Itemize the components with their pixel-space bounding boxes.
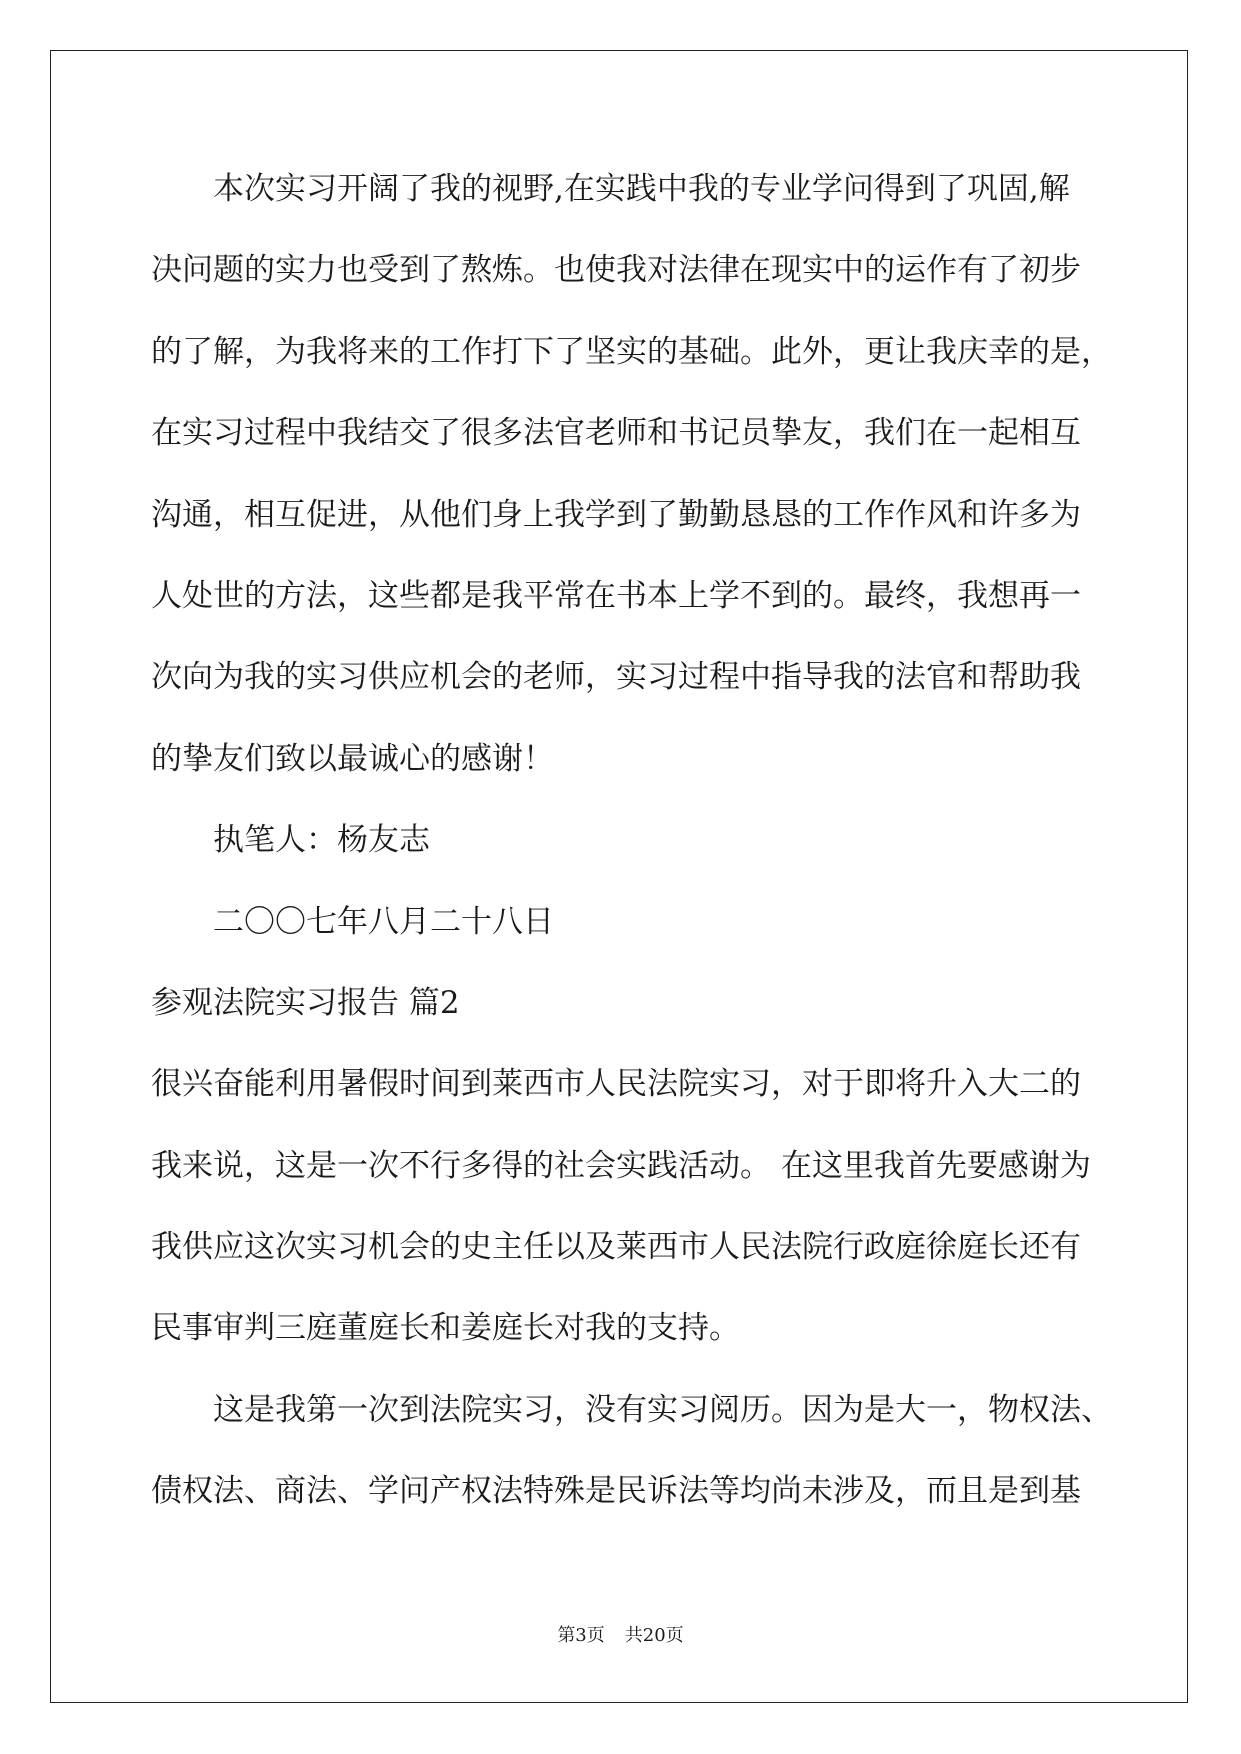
document-body bbox=[151, 149, 1151, 1533]
paragraph-line: 民事审判三庭董庭长和姜庭长对我的支持。 bbox=[151, 1310, 740, 1347]
paragraph-line: 沟通，相互促进，从他们身上我学到了勤勤恳恳的工作作风和许多为 bbox=[151, 496, 1081, 533]
paragraph-line: 很兴奋能利用暑假时间到莱西市人民法院实习，对于即将升入大二的 bbox=[151, 1066, 1081, 1103]
section-heading: 参观法院实习报告 篇2 bbox=[151, 984, 460, 1021]
paragraph-line: 我供应这次实习机会的史主任以及莱西市人民法院行政庭徐庭长还有 bbox=[151, 1229, 1081, 1266]
paragraph-line: 的挚友们致以最诚心的感谢！ bbox=[151, 740, 554, 777]
paragraph-line: 决问题的实力也受到了熬炼。也使我对法律在现实中的运作有了初步 bbox=[151, 252, 1081, 289]
paragraph-line: 在实习过程中我结交了很多法官老师和书记员挚友，我们在一起相互 bbox=[151, 415, 1081, 452]
author-signature: 执笔人：杨友志 bbox=[213, 822, 430, 859]
page-footer bbox=[0, 1624, 1241, 1648]
paragraph-line: 的了解，为我将来的工作打下了坚实的基础。此外，更让我庆幸的是， bbox=[151, 333, 1112, 370]
paragraph-line: 次向为我的实习供应机会的老师，实习过程中指导我的法官和帮助我 bbox=[151, 659, 1081, 696]
paragraph-line: 我来说，这是一次不行多得的社会实践活动。 在这里我首先要感谢为 bbox=[151, 1147, 1091, 1184]
paragraph-line: 本次实习开阔了我的视野,在实践中我的专业学问得到了巩固,解 bbox=[213, 171, 1070, 207]
paragraph-line: 债权法、商法、学问产权法特殊是民诉法等均尚未涉及，而且是到基 bbox=[151, 1473, 1081, 1510]
paragraph-line: 人处世的方法，这些都是我平常在书本上学不到的。最终，我想再一 bbox=[151, 577, 1081, 614]
date-line: 二〇〇七年八月二十八日 bbox=[213, 903, 554, 940]
paragraph-line: 这是我第一次到法院实习，没有实习阅历。因为是大一，物权法、 bbox=[213, 1391, 1112, 1428]
page-total: 共20页 bbox=[624, 1625, 684, 1646]
page-number: 第3页 bbox=[557, 1625, 605, 1646]
